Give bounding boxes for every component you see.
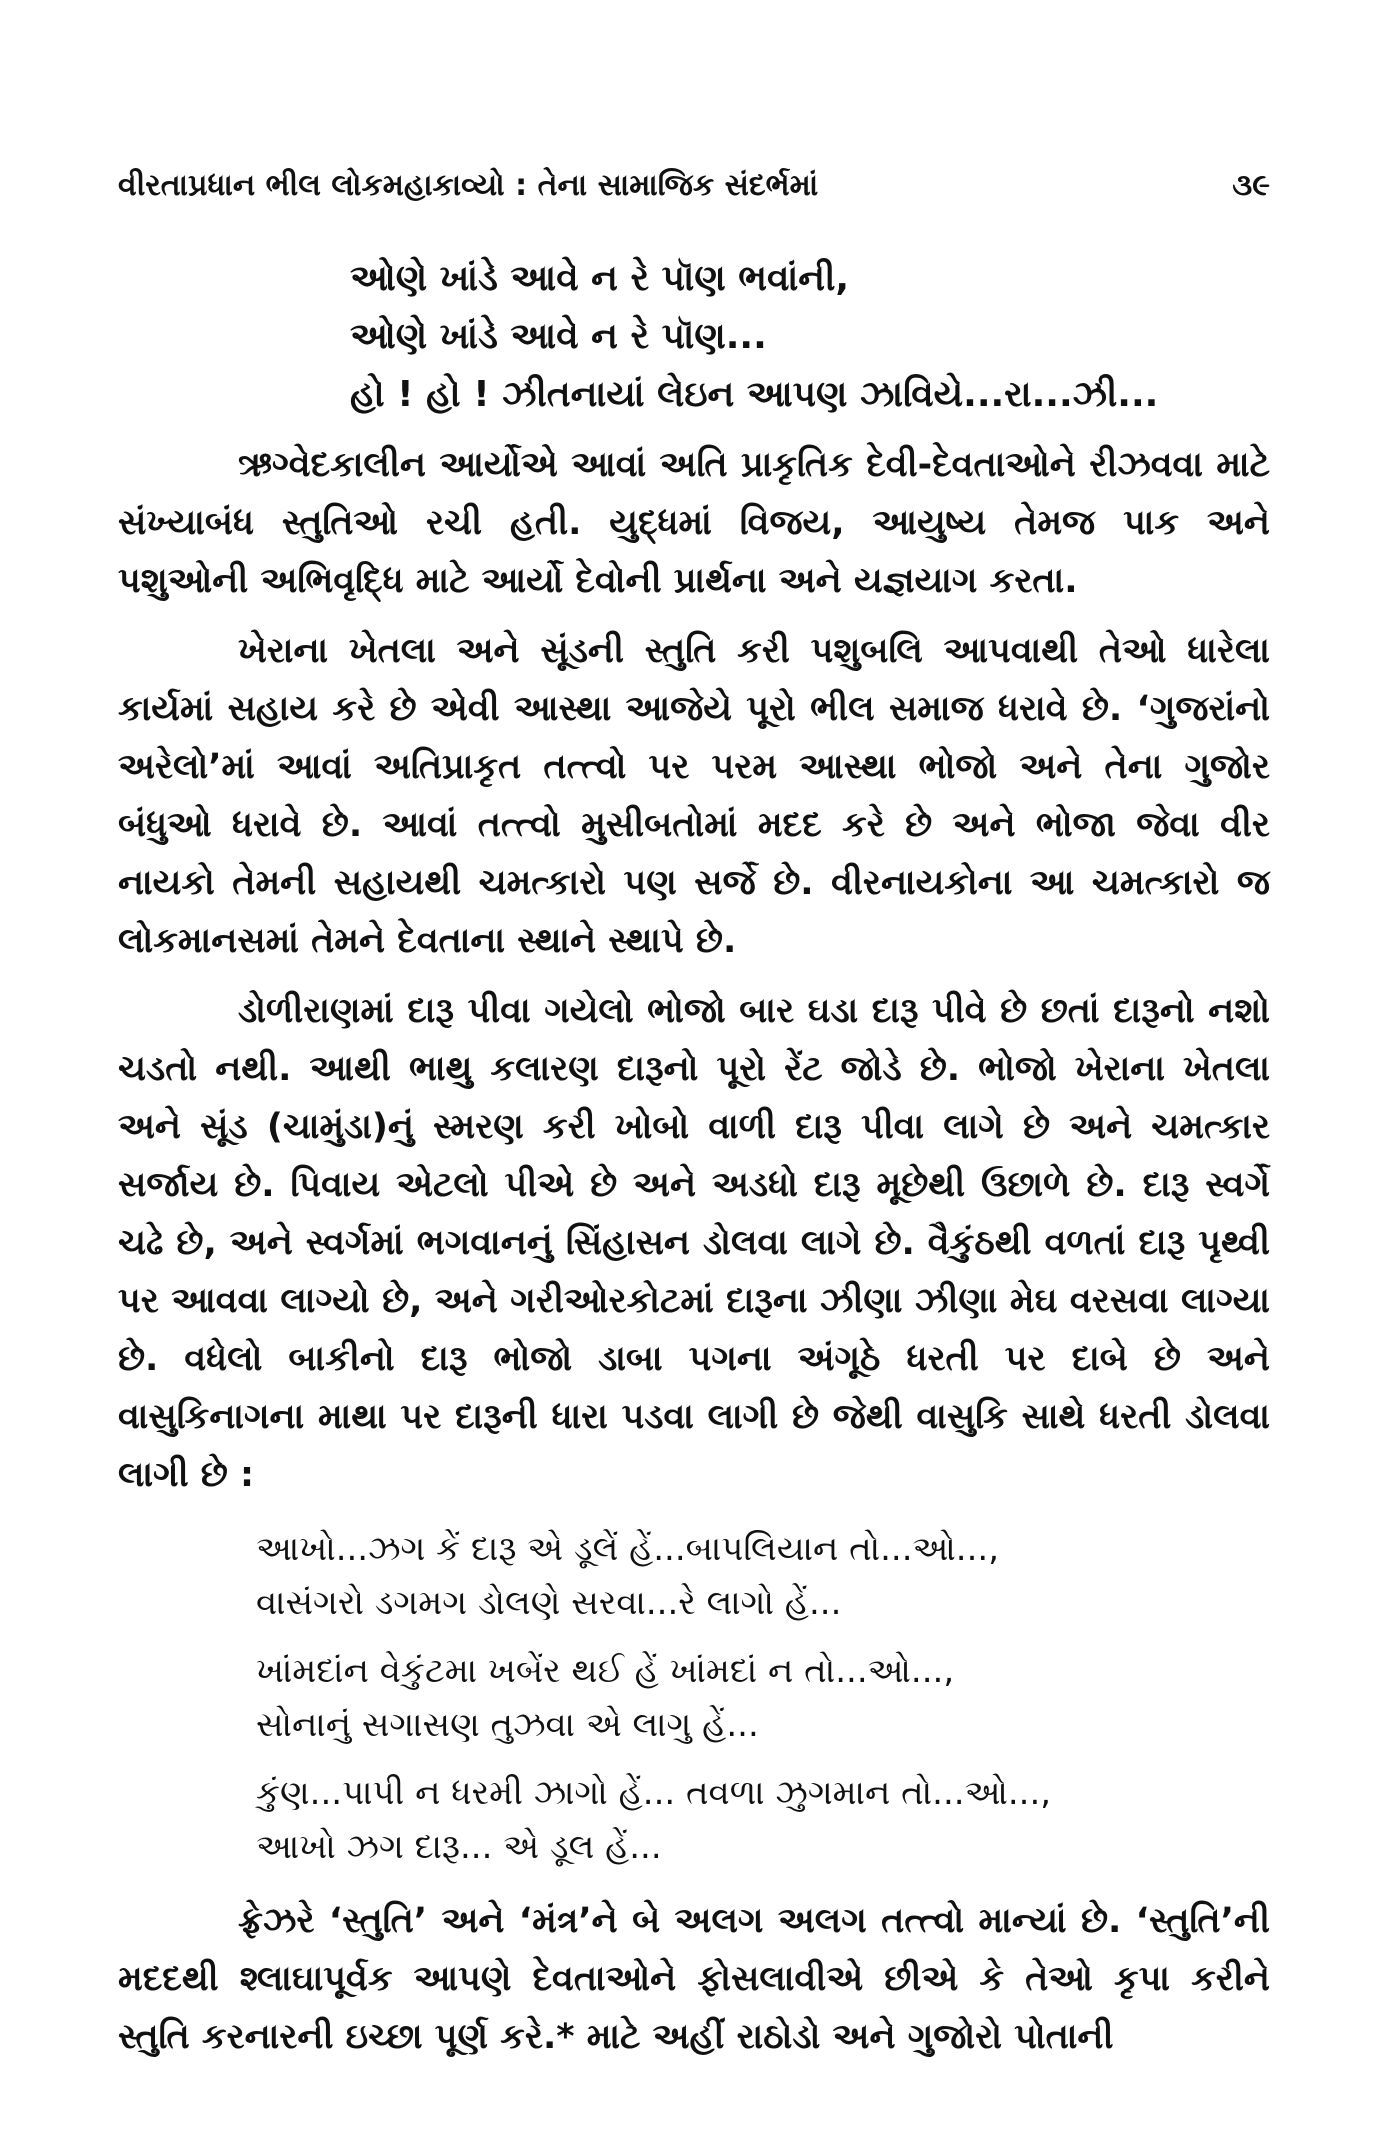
verse-line: કુંણ...પાપી ન ધરમી ઝાગો હેં... તવળા ઝુગમાન તો...ઓ..., <box>256 1773 1052 1813</box>
paragraph: ખેરાના ખેતલા અને સૂંડની સ્તુતિ કરી પશુબલિ આપવાથી તેઓ ધારેલા કાર્યમાં સહાય કરે છે એવી આસ્થા આજેયે પૂરો ભીલ સમાજ ધરાવે છે. ‘ગુજરાંનો અરેલો’માં આવાં અતિપ્રાકૃત તત્ત્વો પર પરમ આસ્થા ભોજો અને તેના ગુજોર બંધુઓ ધરાવે છે. આવાં તત્ત્વો મુસીબતોમાં મદદ કરે છે અને ભોજા જેવા વીર નાયકો તેમની સહાયથી ચમત્કારો પણ સર્જે છે. વીરનાયકોના આ ચમત્કારો જ લોકમાનસમાં તેમને દેવતાના સ્થાને સ્થાપે છે. <box>118 631 1270 961</box>
verse-line: ખાંમદાંન વેકુંટમા ખબેંર થઈ હેં ખાંમદાં ન તો...ઓ..., <box>256 1651 955 1691</box>
verse-block-2 <box>256 1522 1270 1874</box>
page-body <box>118 250 1270 2066</box>
stanza <box>256 1522 1270 1630</box>
stanza <box>256 1644 1270 1752</box>
verse-block-1 <box>350 250 1270 424</box>
stanza <box>256 1766 1270 1874</box>
verse-line: હો ! હો ! ઝીતનાયાં લેઇન આપણ ઝાવિયે...રા...ઝી... <box>350 374 1159 415</box>
running-title: વીરતાપ્રધાન ભીલ લોકમહાકાવ્યો : તેના સામાજિક સંદર્ભમાં <box>118 168 819 203</box>
verse-line: સોનાનું સગાસણ તુઝવા એ લાગુ હેં... <box>256 1705 759 1745</box>
page-header <box>118 168 1270 228</box>
verse-line: વાસંગરો ડગમગ ડોલણે સરવા...રે લાગો હેં... <box>256 1583 842 1623</box>
paragraph: ડોળીરાણમાં દારૂ પીવા ગયેલો ભોજો બાર ઘડા દારૂ પીવે છે છતાં દારૂનો નશો ચડતો નથી. આથી ભાથુ કલારણ દારૂનો પૂરો રેંટ જોડે છે. ભોજો ખેરાના ખેતલા અને સૂંડ (ચામુંડા)નું સ્મરણ કરી ખોબો વાળી દારૂ પીવા લાગે છે અને ચમત્કાર સર્જાય છે. પિવાય એટલો પીએ છે અને અડધો દારૂ મૂછેથી ઉછાળે છે. દારૂ સ્વર્ગે ચઢે છે, અને સ્વર્ગમાં ભગવાનનું સિંહાસન ડોલવા લાગે છે. વૈકુંઠથી વળતાં દારૂ પૃથ્વી પર આવવા લાગ્યો છે, અને ગરીઓરકોટમાં દારૂના ઝીણા ઝીણા મેઘ વરસવા લાગ્યા છે. વધેલો બાકીનો દારૂ ભોજો ડાબા પગના અંગૂઠે ધરતી પર દાબે છે અને વાસુકિનાગના માથા પર દારૂની ધારા પડવા લાગી છે જેથી વાસુકિ સાથે ધરતી ડોલવા લાગી છે : <box>118 991 1270 1495</box>
verse-line: ઓણે ખાંડે આવે ન રે પૉણ... <box>350 316 767 357</box>
paragraph: ઋગ્વેદકાલીન આર્યોએ આવાં અતિ પ્રાકૃતિક દેવી-દેવતાઓને રીઝવવા માટે સંખ્યાબંધ સ્તુતિઓ રચી હતી. યુદ્ધમાં વિજય, આયુષ્ય તેમજ પાક અને પશુઓની અભિવૃદ્ધિ માટે આર્યો દેવોની પ્રાર્થના અને યજ્ઞયાગ કરતા. <box>118 445 1270 601</box>
closing-paragraph: ફ્રેઝરે ‘સ્તુતિ’ અને ‘મંત્ર’ને બે અલગ અલગ તત્ત્વો માન્યાં છે. ‘સ્તુતિ’ની મદદથી શ્લાઘાપૂર્વક આપણે દેવતાઓને ફોસલાવીએ છીએ કે તેઓ કૃપા કરીને સ્તુતિ કરનારની ઇચ્છા પૂર્ણ કરે.* માટે અહીં રાઠોડો અને ગુજોરો પોતાની <box>118 1901 1270 2057</box>
verse-line: આખો ઝગ દારૂ... એ ડૂલ હેં... <box>256 1827 662 1867</box>
verse-line: ઓણે ખાંડે આવે ન રે પૉણ ભવાંની, <box>350 258 850 299</box>
page-number: ૩૯ <box>1232 168 1270 203</box>
verse-line: આખો...ઝગ કેં દારૂ એ ડૂલેં હેં...બાપલિયાન તો...ઓ..., <box>256 1529 1000 1569</box>
